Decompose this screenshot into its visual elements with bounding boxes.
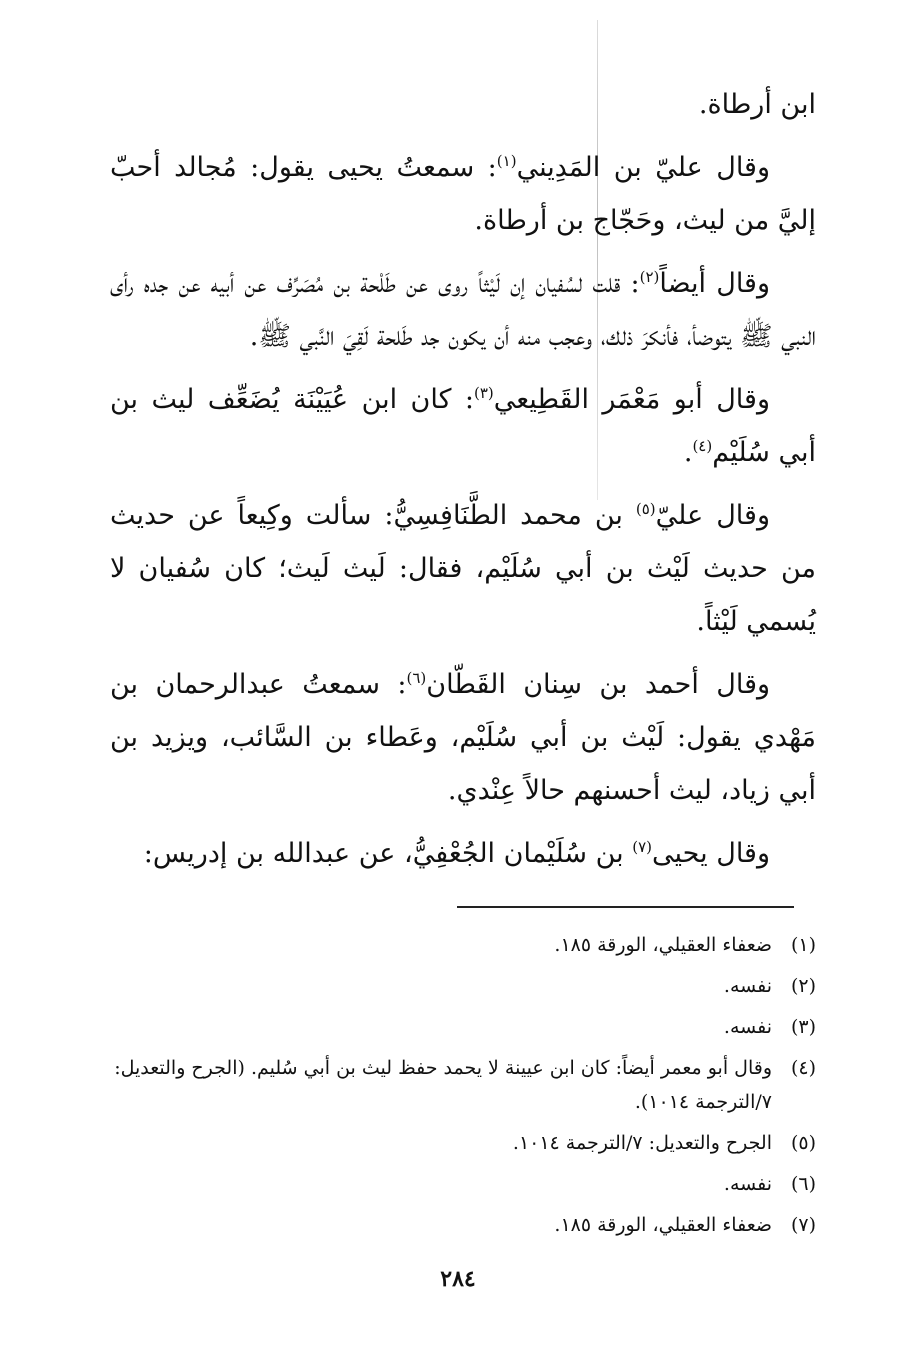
footnote-marker[interactable]: (٢) bbox=[639, 268, 660, 286]
page-number: ٢٨٤ bbox=[440, 1266, 476, 1292]
footnote-marker[interactable]: (٤) bbox=[692, 437, 713, 455]
paragraph-7 bbox=[110, 827, 816, 880]
paragraph-text: : سمعتُ عبدالرحمان بن مَهْدي يقول: لَيْث بن أبي سُلَيْم، وعَطاء بن السَّائب، ويزيد بن أبي زياد، ليث أحسنهم حالاً عِنْدي. bbox=[110, 669, 816, 806]
paragraph-text: وقال عليّ بن المَدِيني bbox=[516, 152, 770, 183]
footnote-text: وقال أبو معمر أيضاً: كان ابن عيينة لا يحمد حفظ ليث بن أبي سُليم. (الجرح والتعديل: ٧/الترجمة ١٠١٤). bbox=[114, 1057, 772, 1113]
paragraph-1 bbox=[110, 78, 816, 131]
paragraph-text: : قلت لسُفيان إن لَيْثاً روى عن طَلْحة بن مُصَرِّف عن أبيه عن جده رأى النبي ﷺ يتوضأ، فأنكرَ ذلك، وعجب منه أن يكون جد طَلحة لَقِيَ النَّبي ﷺ. bbox=[110, 268, 816, 352]
footnote-number: (٧) bbox=[790, 1214, 816, 1236]
paragraph-text: . bbox=[683, 437, 693, 468]
footnote-number: (٤) bbox=[790, 1057, 816, 1079]
footnote-number: (٣) bbox=[790, 1016, 816, 1038]
paragraph-3 bbox=[110, 257, 816, 363]
footnote-text: ضعفاء العقيلي، الورقة ١٨٥. bbox=[554, 1214, 772, 1236]
paragraph-6 bbox=[110, 658, 816, 817]
paragraph-text: وقال يحيى bbox=[652, 838, 770, 869]
paragraph-2 bbox=[110, 141, 816, 247]
paragraph-text: وقال أبو مَعْمَر القَطِيعي bbox=[493, 384, 770, 415]
footnote-number: (٦) bbox=[790, 1173, 816, 1195]
footnote-item bbox=[110, 928, 816, 962]
paragraph-text: وقال أحمد بن سِنان القَطّان bbox=[426, 669, 771, 700]
footnote-text: نفسه. bbox=[723, 1173, 772, 1195]
footnote-text: نفسه. bbox=[723, 975, 772, 997]
footnote-item bbox=[110, 1051, 816, 1119]
paragraph-text: : سمعتُ يحيى يقول: مُجالد أحبّ إليَّ من ليث، وحَجّاج بن أرطاة. bbox=[110, 152, 816, 236]
footnote-item bbox=[110, 1167, 816, 1201]
paragraph-text: وقال أيضاً bbox=[659, 268, 770, 299]
footnote-item bbox=[110, 1010, 816, 1044]
footnote-marker[interactable]: (٦) bbox=[406, 669, 427, 687]
paragraph-text: وقال عليّ bbox=[655, 500, 770, 531]
footnote-item bbox=[110, 1208, 816, 1242]
footnote-marker[interactable]: (٧) bbox=[632, 838, 653, 856]
footnote-number: (٢) bbox=[790, 975, 816, 997]
paragraph-text: ابن أرطاة. bbox=[698, 89, 816, 120]
footnote-item bbox=[110, 969, 816, 1003]
paragraph-5 bbox=[110, 489, 816, 648]
footnote-number: (٥) bbox=[790, 1132, 816, 1154]
footnote-separator bbox=[457, 906, 794, 908]
paragraph-text: بن سُلَيْمان الجُعْفِيُّ، عن عبدالله بن إدريس: bbox=[143, 838, 633, 869]
footnote-item bbox=[110, 1126, 816, 1160]
footnote-text: نفسه. bbox=[723, 1016, 772, 1038]
footnote-text: ضعفاء العقيلي، الورقة ١٨٥. bbox=[554, 934, 772, 956]
paragraph-text: بن محمد الطَّنَافِسِيُّ: سألت وكِيعاً عن حديث من حديث لَيْث بن أبي سُلَيْم، فقال: لَيث لَيث؛ كان سُفيان لا يُسمي لَيْثاً. bbox=[110, 500, 816, 637]
footnote-marker[interactable]: (١) bbox=[496, 152, 517, 170]
footnote-number: (١) bbox=[790, 934, 816, 956]
footnotes-list bbox=[110, 928, 816, 1249]
footnote-marker[interactable]: (٣) bbox=[473, 384, 494, 402]
main-text bbox=[110, 78, 816, 890]
footnote-marker[interactable]: (٥) bbox=[635, 500, 656, 518]
paragraph-text: : كان ابن عُيَيْنَة يُضَعِّف ليث بن أبي سُلَيْم bbox=[110, 384, 816, 468]
paragraph-4 bbox=[110, 373, 816, 479]
footnote-text: الجرح والتعديل: ٧/الترجمة ١٠١٤. bbox=[512, 1132, 772, 1154]
